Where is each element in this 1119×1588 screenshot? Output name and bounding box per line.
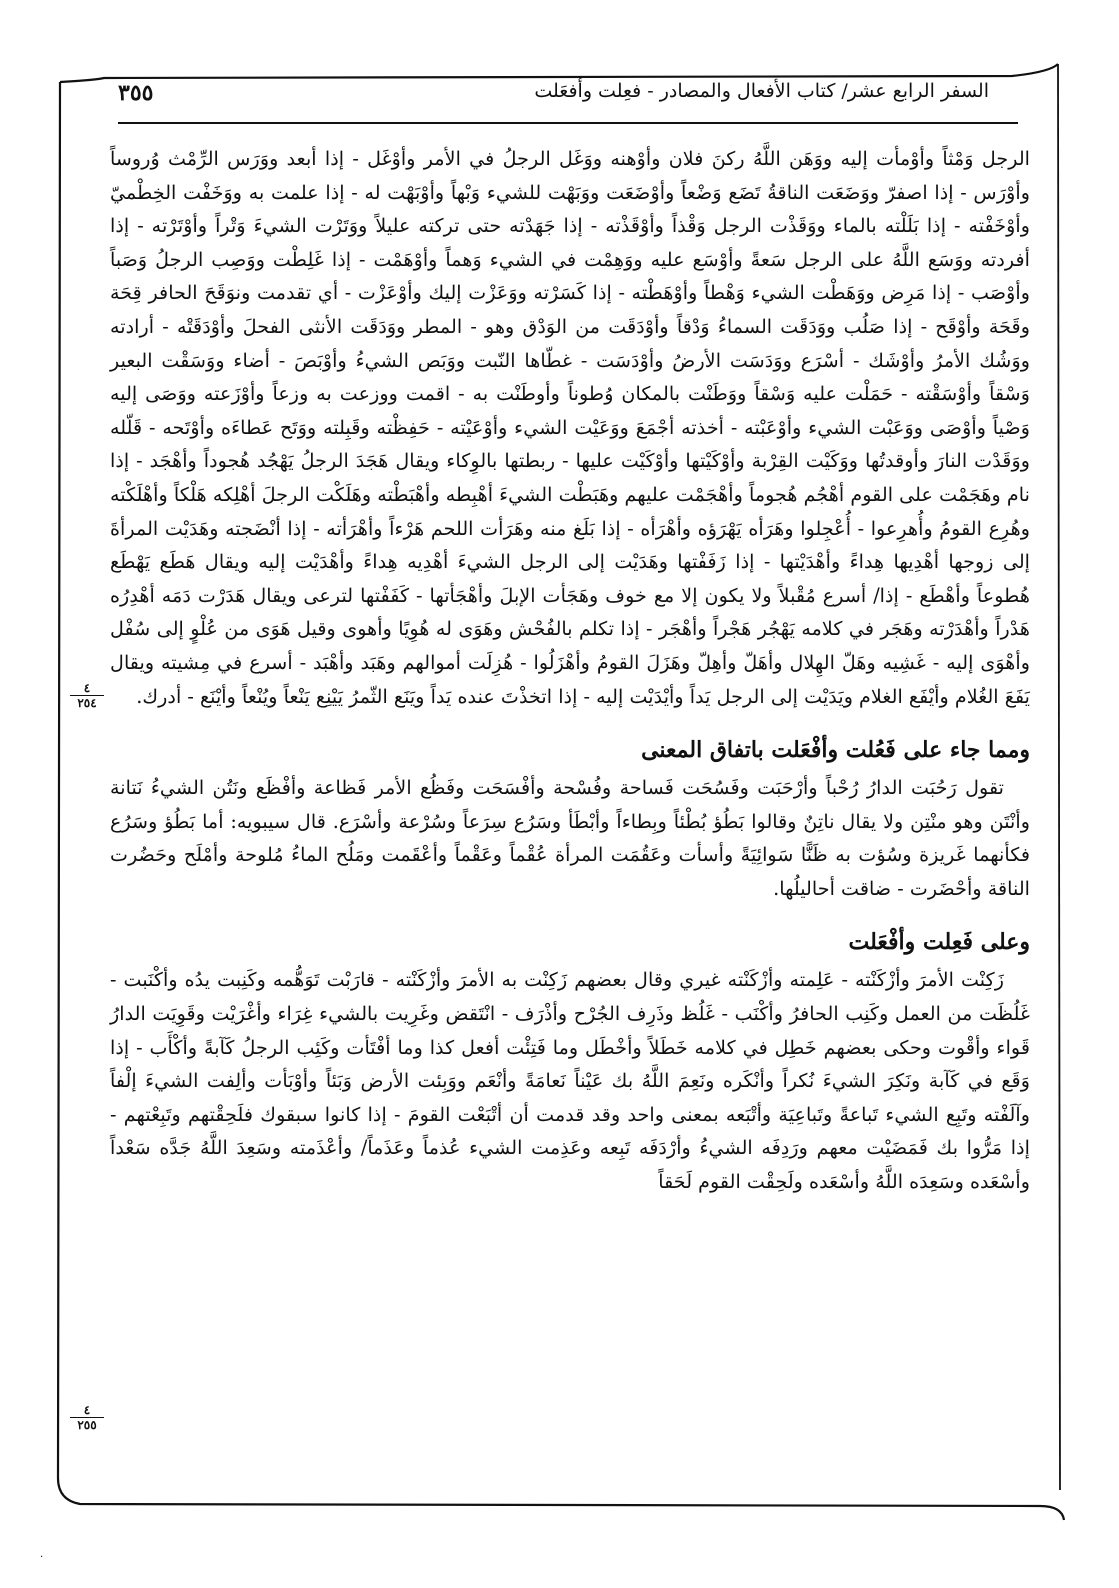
margin-folio-note xyxy=(70,682,104,709)
running-header: السفر الرابع عشر/ كتاب الأفعال والمصادر - فعِلت وأفعَلت xyxy=(534,80,989,102)
margin-folio-note xyxy=(70,1404,104,1431)
paragraph-continued: الرجل وَمْثاً وأوْمأت إليه ووَهَن اللَّهُ ركنَ فلان وأوْهنه ووَغَل الرجلُ في الأمر وأوْغَل - إذا أبعد ووَرَس الرِّمْث وُروساً وأوْرَس - إذا اصفرّ ووَضَعَت الناقةُ تَضَع وَضْعاً وأوْضَعَت ووَبَهْت للشيء وَبْهاً وأوْبَهْت له - إذا علمت به ووَخَفْت الخِطْميّ وأوْخَفْته - إذا بَلَلْته بالماء ووَقَذْت الرجل وَقْذاً وأوْقَذْته - إذا جَهَدْته حتى تركته عليلاً ووَتَرْت الشيءَ وَتْراً وأوْتَرْته - إذا أفردته ووَسَع اللَّهُ على الرجل سَعةً وأوْسَع عليه ووَهِمْت في الشيء وَهماً وأوْهَمْت - إذا غَلِطْت ووَصِب الرجلُ وَصَباً وأوْصَب - إذا مَرِض ووَهَطْت الشيء وَهْطاً وأوْهَطْته - إذا كَسَرْته ووَعَزْت إليك وأوْعَزْت - أي تقدمت ونوَقَحَ الحافر قِحَة وقَحَة وأوْقَح - إذا صَلُب ووَدَقَت السماءُ وَدْقاً وأوْدَقَت من الوَدْق وهو - المطر ووَدَقَت الأنثى الفحلَ وأوْدَقَتْه - أرادته ووَشُك الأمرُ وأوْشَك - أسْرَع ووَدَسَت الأرضُ وأوْدَسَت - غطّاها النّبت ووَبَص الشيءُ وأوْبَصَ - أضاء ووَسَقْت البعير وَسْقاً وأوْسَقْته - حَمَلْت عليه وَسْقاً ووَطَنْت بالمكان وُطوناً وأوطَنْت به - اقمت ووزعت به وزعاً وأوْزَعته ووَصَى إليه وَصْياً وأوْصَى ووَعَبْت الشيء وأوْعَبْته - أخذته أجْمَعَ ووَعَيْت الشيء وأوْعَيْته - حَفِظْته وقَبِلته ووَتَح عَطاءَه وأوْتَحه - قَلّله ووَقَدْت النارَ وأوقدتُها ووَكَيْت القِرْبة وأوْكَيْتها وأوْكَيْت عليها - ربطتها بالوِكاء ويقال هَجَدَ الرجلُ يَهْجُد هُجوداً وأهْجَد - إذا نام وهَجَمْت على القوم أهْجُم هُجوماً وأهْجَمْت عليهم وهَبَطْت الشيءَ أهْبِطه وأهْبَطْته وهَلَكْت الرجلَ أهْلِكه هَلْكاً وأهْلَكْته وهُرِع القومُ وأُهرِعوا - أُعْجِلوا وهَرَأه يَهْرَؤه وأهْرَأه - إذا بَلَغ منه وهَرَأت اللحم هَرْءاً وأهْرَأته - إذا أنْضَجته وهَدَيْت المرأةَ إلى زوجها أهْدِيها هِداءً وأهْدَيْتها - إذا زَفَفْتها وهَدَيْت إلى الرجل الشيءَ أهْدِيه هِداءً وأهْدَيْت إليه ويقال هَطَع يَهْطَع هُطوعاً وأهْطَع - إذا/ أسرع مُقْبلاً ولا يكون إلا مع خوف وهَجَأت الإبلَ وأهْجَأتها - كَفَفْتها لترعى ويقال هَدَرْت دَمَه أهْدِرُه هَدْراً وأهْدَرْته وهَجَر في كلامه يَهْجُر هَجْراً وأهْجَر - إذا تكلم بالفُحْش وهَوَى له هُوِيًا وأهوى وقيل هَوَى من عُلْوٍ إلى سُفْل وأهْوَى إليه - غَشِيه وهَلّ الهِلال وأهَلّ وأهِلّ وهَزَلَ القومُ وأهْزَلُوا - هُزِلَت أموالهم وهَبَد وأهْبَد - أسرع في مِشيته ويقال يَفَعَ الغُلام وأيْفَع الغلام ويَدَيْت إلى الرجل يَداً وأيْدَيْت إليه - إذا اتخذْتَ عنده يَداً ويَنَع الثّمرُ يَيْنِع يَنْعاً ويُنْعاً وأيْنَع - أدرك. xyxy=(110,147,1031,708)
scan-speck: · xyxy=(40,1552,44,1563)
section-heading-1: ومما جاء على فَعُلت وأفْعَلت باتفاق المعنى xyxy=(641,737,1030,764)
page-number: ٣٥٥ xyxy=(118,80,154,106)
margin-folio-numerator: ٤ xyxy=(70,682,104,696)
body-text xyxy=(110,142,1030,1199)
margin-folio-denominator: ٢٥٥ xyxy=(77,1418,97,1432)
section-2-paragraph: زَكِنْت الأمرَ وأزْكَنْته - عَلِمته وأزْكَنْته غيري وقال بعضهم زَكِنْت به الأمرَ وأزْكَنْته - قارَبْت تَوَهُّمه وكَنِبت يدُه وأكْنَبت - غَلُظَت من العمل وكَنِب الحافرُ وأكْنَب - غَلُظ وذَرِف الجُرْح وأذْرَف - انْتَقض وغَرِيت بالشيء غِرَاء وأغْرَيْت وقَوِيَت الدارُ قَواء وأقْوت وحكى بعضهم خَطِل في كلامه خَطَلاً وأخْطَل وما فَتِئْت أفعل كذا وما أفْتَأت وكَئِب الرجلُ كَآبةً وأكْأَب - إذا وَقَع في كَآبة ونَكِرَ الشيءَ نُكراً وأنْكَره ونَعِمَ اللَّهُ بك عَيْناً نَعامَةً وأنْعَم ووَبِئت الأرض وَبَئاً وأوْبَأت وألِفت الشيءَ إلْفاً وآلَفْته وتَبِع الشيء تَباعةً وتَباعِيَة وأتْبَعه بمعنى واحد وقد قدمت أن أتْبَعْت القومَ - إذا كانوا سبقوك فلَحِقْتهم وتَبِعْتهم - إذا مَرُّوا بك فَمَضَيْت معهم ورَدِفَه الشيءُ وأرْدَفَه تَبِعه وعَذِمت الشيء عُذماً وعَذَماً/ وأعْذَمته وسَعِدَ اللَّهُ جَدَّه سَعْداً وأسْعَده وسَعِدَه اللَّهُ وأسْعَده ولَحِقْت القوم لَحَقاً xyxy=(110,968,1030,1194)
header-rule xyxy=(118,122,1018,124)
margin-folio-numerator: ٤ xyxy=(70,1404,104,1418)
section-heading-2: وعلى فَعِلت وأفْعَلت xyxy=(848,929,1030,956)
section-1-paragraph: تقول رَحُبَت الدارُ رُحْباً وأرْحَبَت وفَسُحَت فَساحة وفُسْحة وأفْسَحَت وفَظُع الأمر فَظاعة وأفْظَع ونَتُن الشيءُ نَتانة وأنْتَن وهو منْتِن ولا يقال ناتِنٌ وقالوا بَطُؤ بُطْئاً وبِطاءاً وأبْطَأ وسَرُع سِرَعاً وسُرْعة وأسْرَع. قال سيبويه: أما بَطُؤ وسَرُع فكأنهما غَريزة وسُؤت به ظَنًّا سَوائِيَةً وأسأت وعَقُمَت المرأة عُقْماً وعَقْماً وأعْقَمت ومَلُح الماءُ مُلوحة وأمْلَح وحَضُرت الناقة وأحْضَرت - ضاقت أحاليلُها. xyxy=(110,776,1030,900)
margin-folio-denominator: ٢٥٤ xyxy=(77,696,97,710)
